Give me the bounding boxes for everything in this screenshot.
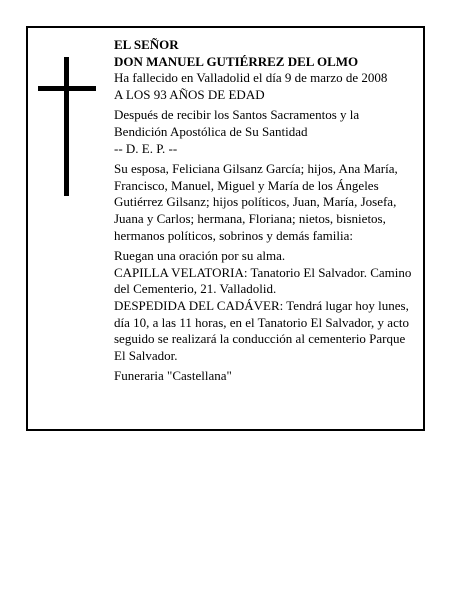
chapel-paragraph: [114, 265, 414, 298]
funeral-home: Funeraria "Castellana": [114, 368, 232, 384]
cross-icon-horizontal-bar: [38, 86, 96, 91]
rip-line: -- D. E. P. --: [114, 140, 178, 156]
chapel-text: Tanatorio El Salvador. Camino del Cementerio, 21. Valladolid.: [114, 264, 412, 297]
prayer-request: Ruegan una oración por su alma.: [114, 248, 286, 264]
sacraments-statement: Después de recibir los Santos Sacramentos y la Bendición Apostólica de Su Santidad: [114, 107, 360, 139]
notice-title-line1: EL SEÑOR: [114, 37, 179, 52]
farewell-label: DESPEDIDA DEL CADÁVER:: [114, 297, 284, 313]
notice-title-line2: DON MANUEL GUTIÉRREZ DEL OLMO: [114, 53, 359, 69]
family-list: Su esposa, Feliciana Gilsanz García; hijos, Ana María, Francisco, Manuel, Miguel y María de los Ángeles Gutiérrez Gilsanz; hijos políticos, Juan, María, Josefa, Juana y Carlos; hermana, Floriana; nietos, bisnietos, hermanos políticos, sobrinos y demás familia:: [114, 161, 398, 243]
death-statement: Ha fallecido en Valladolid el día 9 de marzo de 2008: [114, 70, 388, 86]
obituary-text-block: [114, 37, 414, 385]
chapel-label: CAPILLA VELATORIA:: [114, 264, 248, 280]
farewell-text: Tendrá lugar hoy lunes, día 10, a las 11 horas, en el Tanatorio El Salvador, y acto seguido se realizará la conducción al cementerio Parque El Salvador.: [114, 297, 409, 363]
cross-icon-vertical-bar: [64, 57, 69, 196]
farewell-paragraph: [114, 298, 414, 364]
age-statement: A LOS 93 AÑOS DE EDAD: [114, 86, 265, 102]
